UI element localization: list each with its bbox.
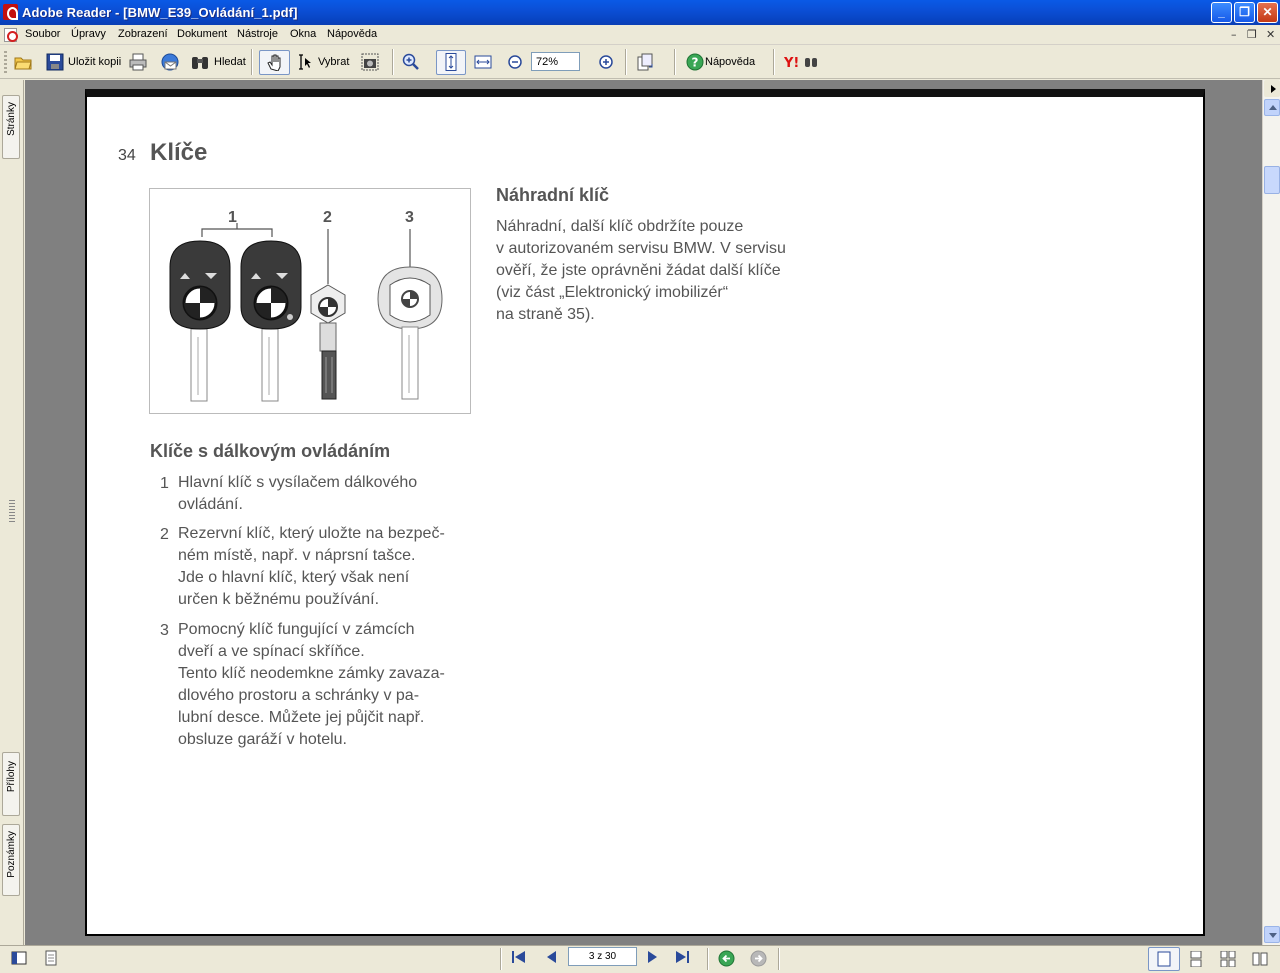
- print-icon[interactable]: [129, 53, 147, 71]
- facing-page-icon[interactable]: [1252, 951, 1268, 967]
- go-back-icon[interactable]: [718, 950, 735, 967]
- zoom-out-icon[interactable]: [506, 53, 524, 71]
- rotate-page-icon[interactable]: [637, 53, 655, 71]
- menu-bar: [0, 25, 1280, 45]
- menu-upravy[interactable]: Úpravy: [71, 28, 106, 40]
- remote-key-1: [170, 241, 230, 401]
- status-bar: [0, 945, 1280, 973]
- keys-illustration: [150, 189, 470, 413]
- doc-close-button[interactable]: ✕: [1266, 28, 1276, 41]
- toolbar-separator: [392, 49, 394, 75]
- paragraph-line: v autorizovaném servisu BMW. V servisu: [496, 240, 786, 257]
- svg-text:?: ?: [691, 55, 699, 70]
- list-line: Pomocný klíč fungující v zámcích: [178, 621, 415, 638]
- menu-soubor[interactable]: Soubor: [25, 28, 61, 40]
- tab-pages[interactable]: [2, 95, 20, 159]
- figure-label-2: 2: [323, 209, 332, 226]
- page-title: Klíče: [150, 139, 208, 166]
- menu-zobrazeni[interactable]: Zobrazení: [118, 28, 168, 40]
- list-line: Rezervní klíč, který uložte na bezpeč-: [178, 525, 445, 542]
- figure-label-1: 1: [228, 209, 237, 226]
- section-heading-spare-key: Náhradní klíč: [496, 185, 610, 205]
- list-line: Hlavní klíč s vysílačem dálkového: [178, 474, 418, 491]
- search-button[interactable]: Hledat: [214, 56, 246, 68]
- status-separator: [707, 948, 709, 970]
- list-line: dlového prostoru a schránky v pa-: [178, 687, 420, 704]
- snapshot-camera-icon[interactable]: [361, 53, 379, 71]
- nav-pane-toggle-icon[interactable]: [11, 950, 27, 966]
- binoculars-icon[interactable]: [191, 53, 209, 71]
- list-line: obsluze garáží v hotelu.: [178, 731, 347, 748]
- section-heading-remote-keys: Klíče s dálkovým ovládáním: [150, 441, 391, 461]
- valet-key: [378, 267, 442, 399]
- help-icon[interactable]: [686, 53, 704, 71]
- select-button[interactable]: Vybrat: [318, 56, 350, 68]
- scroll-down-button[interactable]: [1264, 926, 1280, 943]
- adobe-reader-icon: [3, 4, 18, 20]
- svg-text:Y!: Y!: [784, 56, 800, 71]
- pdf-document-icon[interactable]: [4, 28, 17, 42]
- list-item-number: 3: [160, 622, 169, 639]
- hand-icon[interactable]: [266, 53, 284, 71]
- scroll-up-button[interactable]: [1264, 99, 1280, 116]
- toolbar-separator: [251, 49, 253, 75]
- menu-napoveda[interactable]: Nápověda: [327, 28, 378, 40]
- zoom-in-icon[interactable]: [597, 53, 615, 71]
- paragraph-line: ověří, že jste oprávněni žádat další klíče: [496, 262, 781, 279]
- tab-comments[interactable]: [2, 824, 20, 896]
- list-line: Jde o hlavní klíč, který však není: [178, 569, 410, 586]
- page-number: 34: [118, 147, 136, 164]
- menu-dokument[interactable]: Dokument: [177, 28, 228, 40]
- paragraph-line: Náhradní, další klíč obdržíte pouze: [496, 218, 744, 235]
- spare-key: [311, 285, 345, 399]
- toolbar-separator: [773, 49, 775, 75]
- next-page-icon[interactable]: [645, 950, 661, 964]
- minimize-button[interactable]: _: [1211, 2, 1232, 23]
- maximize-button[interactable]: ❐: [1234, 2, 1255, 23]
- email-icon[interactable]: [161, 53, 179, 71]
- list-item-number: 1: [160, 475, 169, 492]
- page-number-input[interactable]: 3 z 30: [568, 947, 637, 966]
- navigation-pane: [0, 80, 24, 945]
- toolbar-separator: [674, 49, 676, 75]
- list-item-number: 2: [160, 526, 169, 543]
- paragraph-line: (viz část „Elektronický imobilizér“: [496, 284, 729, 301]
- fit-width-icon[interactable]: [474, 53, 492, 71]
- menu-okna[interactable]: Okna: [290, 28, 317, 40]
- zoom-input[interactable]: [531, 52, 580, 71]
- status-separator: [778, 948, 780, 970]
- list-line: Tento klíč neodemkne zámky zavaza-: [178, 665, 445, 682]
- fit-page-icon[interactable]: [442, 53, 460, 71]
- continuous-facing-icon[interactable]: [1220, 951, 1236, 967]
- continuous-page-icon[interactable]: [1188, 951, 1204, 967]
- last-page-icon[interactable]: [675, 950, 691, 964]
- save-copy-button[interactable]: Uložit kopii: [68, 56, 122, 68]
- close-button[interactable]: ✕: [1257, 2, 1278, 23]
- go-forward-icon[interactable]: [750, 950, 767, 967]
- list-item-text: [178, 619, 488, 751]
- previous-page-icon[interactable]: [543, 950, 559, 964]
- doc-minimize-button[interactable]: –: [1231, 28, 1237, 41]
- tab-comments-label: Poznámky: [6, 831, 17, 878]
- list-item-text: [178, 472, 488, 516]
- list-line: ovládání.: [178, 496, 243, 513]
- yahoo-search-icon[interactable]: [784, 53, 818, 71]
- page-size-icon[interactable]: [43, 950, 59, 966]
- doc-restore-button[interactable]: ❐: [1247, 28, 1257, 41]
- split-view-button[interactable]: [1264, 80, 1280, 97]
- menu-nastroje[interactable]: Nástroje: [237, 28, 278, 40]
- vertical-scrollbar[interactable]: [1262, 80, 1280, 945]
- toolbar-grip[interactable]: [4, 51, 7, 73]
- remote-key-2: [241, 241, 301, 401]
- paragraph-line: na straně 35).: [496, 306, 595, 323]
- first-page-icon[interactable]: [510, 950, 526, 964]
- save-copy-icon[interactable]: [46, 53, 64, 71]
- status-separator: [500, 948, 502, 970]
- list-line: dveří a ve spínací skříňce.: [178, 643, 365, 660]
- list-item-text: [178, 523, 488, 611]
- open-folder-icon[interactable]: [14, 53, 32, 71]
- pane-splitter-grip[interactable]: [9, 500, 15, 524]
- title-bar: [0, 0, 1280, 25]
- list-line: určen k běžnému používání.: [178, 591, 380, 608]
- text-select-icon[interactable]: [296, 53, 314, 71]
- keys-figure: [149, 188, 471, 414]
- scroll-thumb[interactable]: [1264, 166, 1280, 194]
- toolbar: [0, 45, 1280, 79]
- tab-attachments-label: Přílohy: [6, 761, 17, 793]
- list-line: ném místě, např. v náprsní tašce.: [178, 547, 416, 564]
- tab-attachments[interactable]: [2, 752, 20, 816]
- help-button[interactable]: Nápověda: [705, 56, 756, 68]
- window-title: Adobe Reader - [BMW_E39_Ovládání_1.pdf]: [22, 5, 298, 20]
- toolbar-separator: [625, 49, 627, 75]
- list-line: lubní desce. Můžete jej půjčit např.: [178, 709, 425, 726]
- figure-label-3: 3: [405, 209, 414, 226]
- tab-pages-label: Stránky: [6, 102, 17, 136]
- single-page-icon[interactable]: [1156, 951, 1172, 967]
- spare-key-paragraph: [496, 216, 836, 326]
- zoom-in-tool-icon[interactable]: [402, 53, 420, 71]
